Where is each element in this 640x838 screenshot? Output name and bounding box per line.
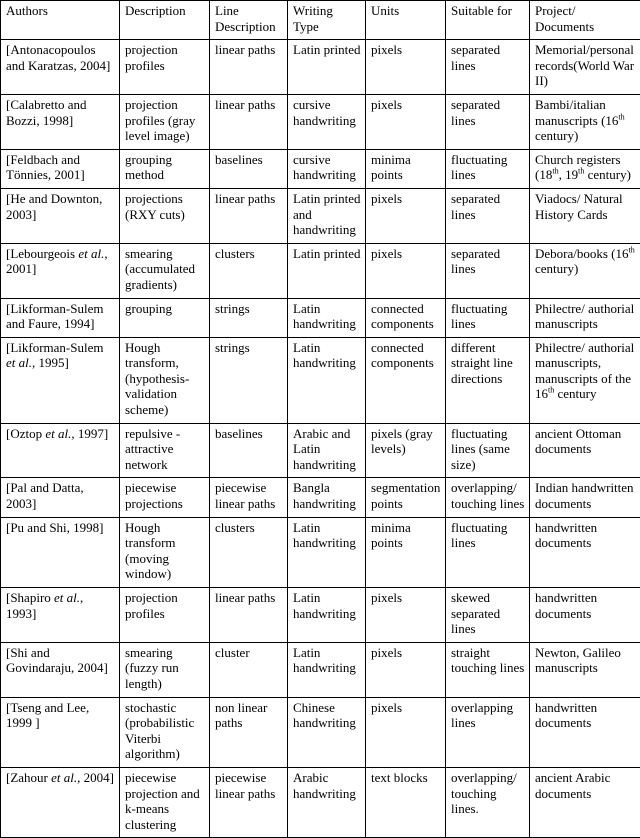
table-cell-project-documents: Viadocs/ Natural History Cards [530, 188, 640, 243]
table-cell-authors: [Shi and Govindaraju, 2004] [1, 642, 120, 697]
table-row [1, 423, 640, 478]
table-cell-line-description: strings [210, 298, 288, 337]
table-header [1, 1, 640, 40]
table-cell-units: pixels [366, 588, 446, 643]
table-cell-writing-type: Latin printed and handwriting [288, 188, 366, 243]
table-cell-writing-type: Latin handwriting [288, 642, 366, 697]
table-cell-authors: [Likforman-Sulem et al., 1995] [1, 337, 120, 423]
table-cell-authors: [Likforman-Sulem and Faure, 1994] [1, 298, 120, 337]
table-cell-units: connected components [366, 337, 446, 423]
table-cell-project-documents: ancient Ottoman documents [530, 423, 640, 478]
table-cell-authors: [Calabretto and Bozzi, 1998] [1, 94, 120, 149]
table-cell-suitable-for: overlapping/ touching lines. [446, 767, 530, 837]
table-cell-description: grouping method [120, 149, 210, 188]
table-cell-line-description: clusters [210, 517, 288, 587]
table-row [1, 149, 640, 188]
table-cell-line-description: clusters [210, 243, 288, 298]
table-cell-writing-type: Bangla handwriting [288, 478, 366, 517]
table-cell-line-description: baselines [210, 149, 288, 188]
table-cell-suitable-for: fluctuating lines [446, 298, 530, 337]
table-cell-project-documents: Philectre/ authorial manuscripts, manuscripts of the 16th century [530, 337, 640, 423]
table-cell-units: pixels [366, 188, 446, 243]
table-cell-authors: [Zahour et al., 2004] [1, 767, 120, 837]
table-row [1, 298, 640, 337]
table-cell-description: stochastic (probabilistic Viterbi algorithm) [120, 697, 210, 767]
table-cell-suitable-for: fluctuating lines (same size) [446, 423, 530, 478]
table-cell-project-documents: handwritten documents [530, 697, 640, 767]
table-cell-line-description: piecewise linear paths [210, 767, 288, 837]
table-cell-project-documents: Newton, Galileo manuscripts [530, 642, 640, 697]
table-cell-writing-type: Latin handwriting [288, 337, 366, 423]
table-cell-description: projection profiles (gray level image) [120, 94, 210, 149]
table-row [1, 517, 640, 587]
table-cell-writing-type: Latin printed [288, 40, 366, 95]
header-row [1, 1, 640, 40]
column-header-authors: Authors [1, 1, 120, 40]
table-cell-authors: [Antonacopoulos and Karatzas, 2004] [1, 40, 120, 95]
table-cell-units: text blocks [366, 767, 446, 837]
table-cell-units: pixels [366, 243, 446, 298]
table-cell-writing-type: Latin handwriting [288, 298, 366, 337]
table-row [1, 767, 640, 837]
table-cell-writing-type: cursive handwriting [288, 149, 366, 188]
table-cell-writing-type: cursive handwriting [288, 94, 366, 149]
table-row [1, 40, 640, 95]
table-row [1, 588, 640, 643]
table-cell-project-documents: Church registers (18th, 19th century) [530, 149, 640, 188]
table-cell-authors: [Lebourgeois et al., 2001] [1, 243, 120, 298]
table-cell-project-documents: ancient Arabic documents [530, 767, 640, 837]
table-cell-project-documents: Debora/books (16th century) [530, 243, 640, 298]
table-cell-line-description: piecewise linear paths [210, 478, 288, 517]
table-cell-description: projection profiles [120, 40, 210, 95]
table-cell-writing-type: Latin handwriting [288, 588, 366, 643]
table-cell-units: minima points [366, 517, 446, 587]
table-cell-suitable-for: skewed separated lines [446, 588, 530, 643]
table-cell-authors: [Pal and Datta, 2003] [1, 478, 120, 517]
table-cell-suitable-for: separated lines [446, 243, 530, 298]
table-cell-suitable-for: overlapping lines [446, 697, 530, 767]
table-cell-description: piecewise projection and k-means clustering [120, 767, 210, 837]
table-cell-line-description: linear paths [210, 94, 288, 149]
table-cell-suitable-for: fluctuating lines [446, 149, 530, 188]
table-cell-project-documents: Memorial/personal records(World War II) [530, 40, 640, 95]
table-cell-project-documents: Indian handwritten documents [530, 478, 640, 517]
table-cell-line-description: linear paths [210, 188, 288, 243]
table-cell-description: piecewise projections [120, 478, 210, 517]
table-cell-description: projections (RXY cuts) [120, 188, 210, 243]
table-cell-line-description: linear paths [210, 588, 288, 643]
table-cell-units: minima points [366, 149, 446, 188]
table-cell-description: smearing (accumulated gradients) [120, 243, 210, 298]
table-row [1, 94, 640, 149]
table-cell-units: segmentation points [366, 478, 446, 517]
column-header-units: Units [366, 1, 446, 40]
table-cell-suitable-for: different straight line directions [446, 337, 530, 423]
table-cell-authors: [He and Downton, 2003] [1, 188, 120, 243]
table-cell-suitable-for: separated lines [446, 94, 530, 149]
table-cell-description: Hough transform (moving window) [120, 517, 210, 587]
table-cell-writing-type: Latin printed [288, 243, 366, 298]
table-cell-writing-type: Chinese handwriting [288, 697, 366, 767]
table-cell-writing-type: Latin handwriting [288, 517, 366, 587]
table-cell-suitable-for: fluctuating lines [446, 517, 530, 587]
table-cell-description: repulsive - attractive network [120, 423, 210, 478]
table-cell-project-documents: Philectre/ authorial manuscripts [530, 298, 640, 337]
table-row [1, 243, 640, 298]
table-cell-units: pixels [366, 642, 446, 697]
table-body [1, 40, 640, 838]
table-cell-units: pixels [366, 697, 446, 767]
table-cell-project-documents: handwritten documents [530, 588, 640, 643]
table-cell-suitable-for: overlapping/ touching lines [446, 478, 530, 517]
table-cell-units: pixels (gray levels) [366, 423, 446, 478]
table-cell-project-documents: Bambi/italian manuscripts (16th century) [530, 94, 640, 149]
table-cell-description: projection profiles [120, 588, 210, 643]
table-cell-description: smearing (fuzzy run length) [120, 642, 210, 697]
table-cell-description: grouping [120, 298, 210, 337]
table-cell-description: Hough transform, (hypothesis-validation scheme) [120, 337, 210, 423]
table-cell-suitable-for: straight touching lines [446, 642, 530, 697]
table-cell-suitable-for: separated lines [446, 188, 530, 243]
table-cell-line-description: linear paths [210, 40, 288, 95]
column-header-line-description: Line Description [210, 1, 288, 40]
table-row [1, 478, 640, 517]
table-cell-units: connected components [366, 298, 446, 337]
table-cell-authors: [Oztop et al., 1997] [1, 423, 120, 478]
table-cell-units: pixels [366, 94, 446, 149]
table-row [1, 188, 640, 243]
table-cell-suitable-for: separated lines [446, 40, 530, 95]
column-header-suitable-for: Suitable for [446, 1, 530, 40]
table-cell-line-description: non linear paths [210, 697, 288, 767]
table-cell-units: pixels [366, 40, 446, 95]
table-cell-line-description: baselines [210, 423, 288, 478]
table-row [1, 337, 640, 423]
column-header-description: Description [120, 1, 210, 40]
table-cell-writing-type: Arabic handwriting [288, 767, 366, 837]
table-row [1, 642, 640, 697]
column-header-writing-type: Writing Type [288, 1, 366, 40]
table-row [1, 697, 640, 767]
table-cell-project-documents: handwritten documents [530, 517, 640, 587]
table-cell-line-description: strings [210, 337, 288, 423]
column-header-project-documents: Project/ Documents [530, 1, 640, 40]
table-cell-authors: [Shapiro et al., 1993] [1, 588, 120, 643]
table-cell-authors: [Pu and Shi, 1998] [1, 517, 120, 587]
table-cell-authors: [Tseng and Lee, 1999 ] [1, 697, 120, 767]
table-cell-writing-type: Arabic and Latin handwriting [288, 423, 366, 478]
table-cell-line-description: cluster [210, 642, 288, 697]
table-cell-authors: [Feldbach and Tönnies, 2001] [1, 149, 120, 188]
